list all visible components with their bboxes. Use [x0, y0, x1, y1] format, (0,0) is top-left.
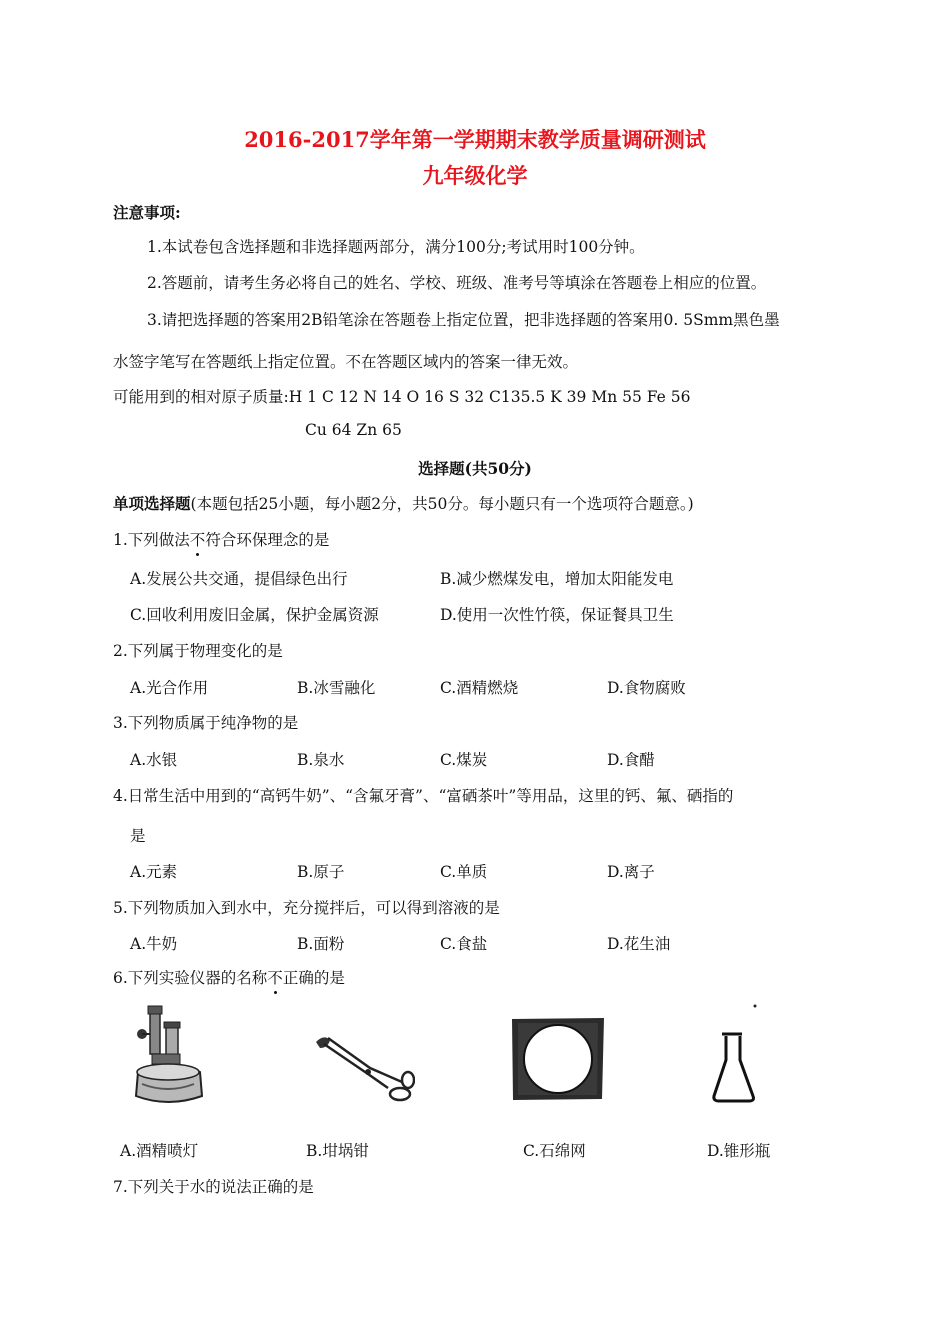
q5-option-d: D.花生油 [607, 935, 671, 953]
q2-option-a: A.光合作用 [130, 679, 209, 697]
q4-option-d: D.离子 [607, 863, 655, 881]
section-intro [113, 492, 694, 514]
q6-emphasis: 不 [267, 969, 283, 987]
q1-stem-post: 符合环保理念的是 [205, 531, 330, 549]
q6-stem-pre: 6.下列实验仪器的名称 [113, 969, 268, 987]
q4-option-a: A.元素 [130, 863, 178, 881]
note-item-2: 2.答题前，请考生务必将自己的姓名、学校、班级、准考号等填涂在答题卷上相应的位置。 [147, 274, 767, 292]
q3-option-b: B.泉水 [297, 751, 345, 769]
q6-option-b: B.坩埚钳 [306, 1142, 369, 1160]
conical-flask-icon [708, 1000, 768, 1110]
atomic-mass-line2: Cu 64 Zn 65 [305, 421, 402, 439]
question-4-stem-line2: 是 [130, 827, 146, 845]
question-2-stem: 2.下列属于物理变化的是 [113, 642, 283, 660]
q1-option-b: B.减少燃煤发电，增加太阳能发电 [440, 570, 674, 588]
q6-option-d: D.锥形瓶 [707, 1142, 771, 1160]
q4-option-b: B.原子 [297, 863, 345, 881]
question-6-stem [113, 966, 345, 988]
q2-option-b: B.冰雪融化 [297, 679, 376, 697]
q3-option-d: D.食醋 [607, 751, 655, 769]
q6-option-a: A.酒精喷灯 [120, 1142, 199, 1160]
section-intro-label: 单项选择题 [113, 494, 191, 513]
q2-option-d: D.食物腐败 [607, 679, 686, 697]
question-7-stem: 7.下列关于水的说法正确的是 [113, 1178, 314, 1196]
q3-option-a: A.水银 [130, 751, 178, 769]
q6-stem-post: 正确的是 [282, 969, 345, 987]
note-item-3-line1: 3.请把选择题的答案用2B铅笔涂在答题卷上指定位置，把非选择题的答案用0. 5Smm黑色墨 [147, 311, 780, 329]
note-item-1: 1.本试卷包含选择题和非选择题两部分，满分100分;考试用时100分钟。 [147, 238, 645, 256]
section-intro-text: (本题包括25小题，每小题2分，共50分。每小题只有一个选项符合题意。) [190, 495, 694, 513]
question-4-stem-line1: 4.日常生活中用到的“高钙牛奶”、“含氟牙膏”、“富硒茶叶”等用品，这里的钙、氟、硒指的 [113, 787, 734, 805]
q5-option-b: B.面粉 [297, 935, 345, 953]
q4-option-c: C.单质 [440, 863, 488, 881]
q6-option-c: C.石绵网 [523, 1142, 586, 1160]
crucible-tongs-icon [310, 1030, 415, 1105]
q2-option-c: C.酒精燃烧 [440, 679, 519, 697]
asbestos-gauze-icon [510, 1017, 606, 1101]
question-5-stem: 5.下列物质加入到水中，充分搅拌后，可以得到溶液的是 [113, 899, 500, 917]
q3-option-c: C.煤炭 [440, 751, 488, 769]
notes-heading: 注意事项: [113, 203, 181, 222]
q1-stem-pre: 1.下列做法 [113, 531, 190, 549]
q1-option-c: C.回收利用废旧金属，保护金属资源 [130, 606, 379, 624]
note-item-3-line2: 水签字笔写在答题纸上指定位置。不在答题区域内的答案一律无效。 [113, 353, 579, 371]
q5-option-a: A.牛奶 [130, 935, 178, 953]
q1-option-a: A.发展公共交通，提倡绿色出行 [130, 570, 348, 588]
q5-option-c: C.食盐 [440, 935, 488, 953]
question-3-stem: 3.下列物质属于纯净物的是 [113, 714, 299, 732]
page-title: 2016-2017学年第一学期期末教学质量调研测试 [244, 127, 706, 152]
q1-option-d: D.使用一次性竹筷，保证餐具卫生 [440, 606, 674, 624]
atomic-mass-line1: 可能用到的相对原子质量:H 1 C 12 N 14 O 16 S 32 C135.5 K 39 Mn 55 Fe 56 [113, 388, 691, 406]
q1-emphasis: 不 [189, 531, 206, 549]
question-1-stem [113, 528, 329, 550]
section-title: 选择题(共50分) [418, 459, 532, 478]
page-subtitle: 九年级化学 [422, 163, 528, 188]
alcohol-burner-icon [128, 1000, 208, 1110]
